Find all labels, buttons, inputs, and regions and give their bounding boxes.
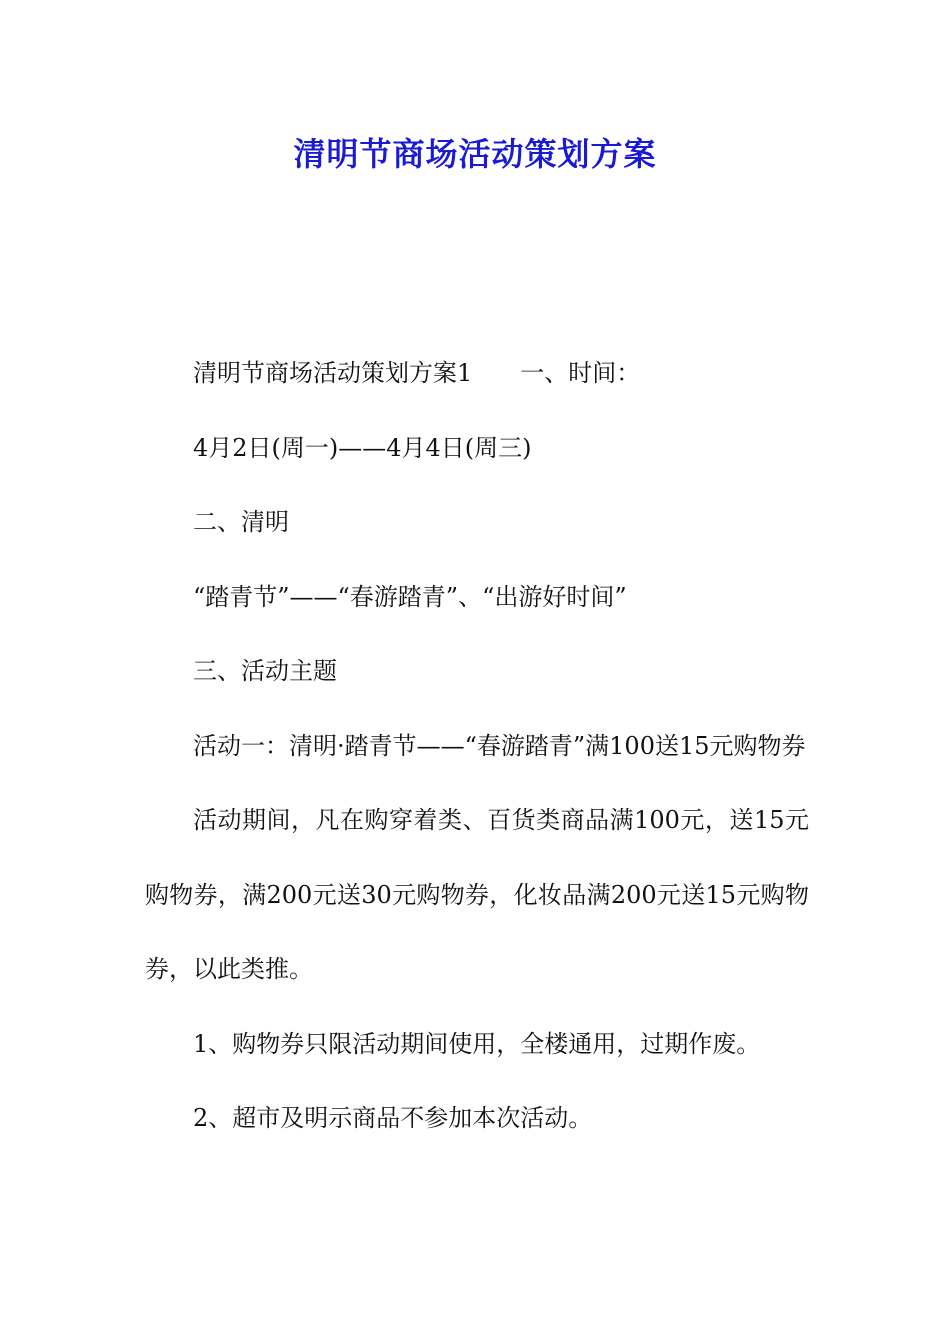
paragraph-date-range: 4月2日(周一)——4月4日(周三) — [193, 433, 532, 462]
paragraph-activity-one: 活动一：清明·踏青节——“春游踏青”满100送15元购物券 — [193, 731, 806, 760]
paragraph-section-three: 三、活动主题 — [193, 657, 337, 685]
paragraph-rule-one: 1、购物券只限活动期间使用，全楼通用，过期作废。 — [193, 1029, 761, 1058]
paragraph-rule-two: 2、超市及明示商品不参加本次活动。 — [193, 1104, 593, 1132]
paragraph-intro-time: 清明节商场活动策划方案1 一、时间： — [193, 359, 641, 387]
document-body — [145, 336, 809, 1156]
document-title: 清明节商场活动策划方案 — [293, 135, 657, 173]
paragraph-section-two: 二、清明 — [193, 508, 289, 536]
paragraph-festival-slogan: “踏青节”——“春游踏青”、“出游好时间” — [193, 582, 627, 611]
paragraph-activity-details: 活动期间，凡在购穿着类、百货类商品满100元，送15元购物券，满200元送30元购物券，化妆品满200元送15元购物券，以此类推。 — [145, 806, 809, 983]
